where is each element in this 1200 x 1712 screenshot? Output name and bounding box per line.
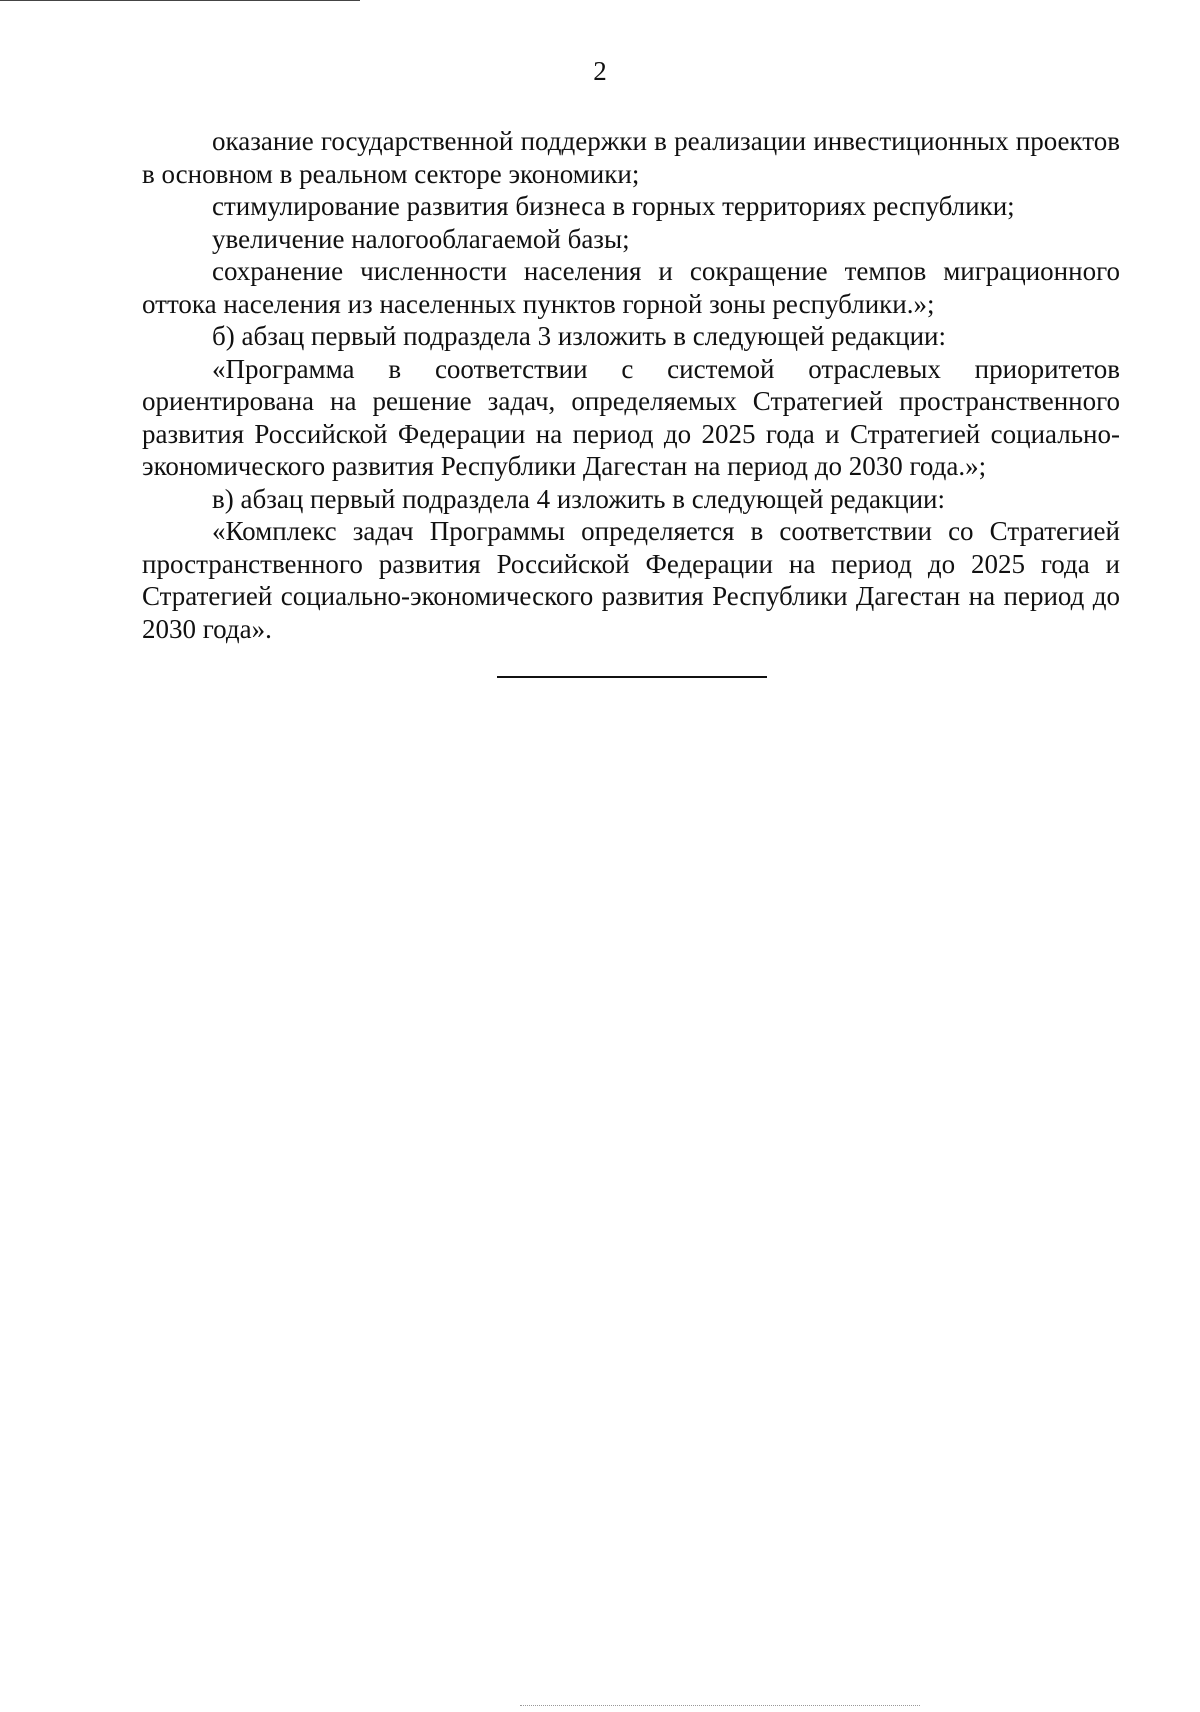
paragraph-amendment-b: б) абзац первый подраздела 3 изложить в следующей редакции: (212, 321, 946, 351)
paragraph-population: сохранение численности населения и сокращение темпов миграционного оттока населения из населенных пунктов горной зоны республики.»; (142, 256, 1120, 319)
scan-edge-bottom (520, 1705, 920, 1706)
paragraph-amendment-v: в) абзац первый подраздела 4 изложить в следующей редакции: (212, 483, 945, 514)
closing-divider (497, 676, 767, 678)
paragraph-program-tasks: «Комплекс задач Программы определяется в соответствии со Стратегией пространственного развития Российской Федерации на период до 2025 года и Стратегией социально-экономического развития Республики Дагестан на период до 2030 года». (142, 516, 1120, 644)
scan-edge-line (0, 0, 360, 1)
paragraph-state-support: оказание государственной поддержки в реализации инвестиционных проектов в основном в реальном секторе экономики; (142, 126, 1120, 189)
page-number: 2 (593, 56, 607, 86)
paragraph-program-priorities: «Программа в соответствии с системой отраслевых приоритетов ориентирована на решение задач, определяемых Стратегией пространственного развития Российской Федерации на период до 2025 года и Стратегией социально-экономического развития Республики Дагестан на период до 2030 года.»; (142, 353, 1120, 481)
paragraph-business-stimulation: стимулирование развития бизнеса в горных территориях республики; (212, 191, 1015, 221)
paragraph-tax-base: увеличение налогооблагаемой базы; (212, 223, 630, 254)
document-body (142, 125, 1120, 645)
